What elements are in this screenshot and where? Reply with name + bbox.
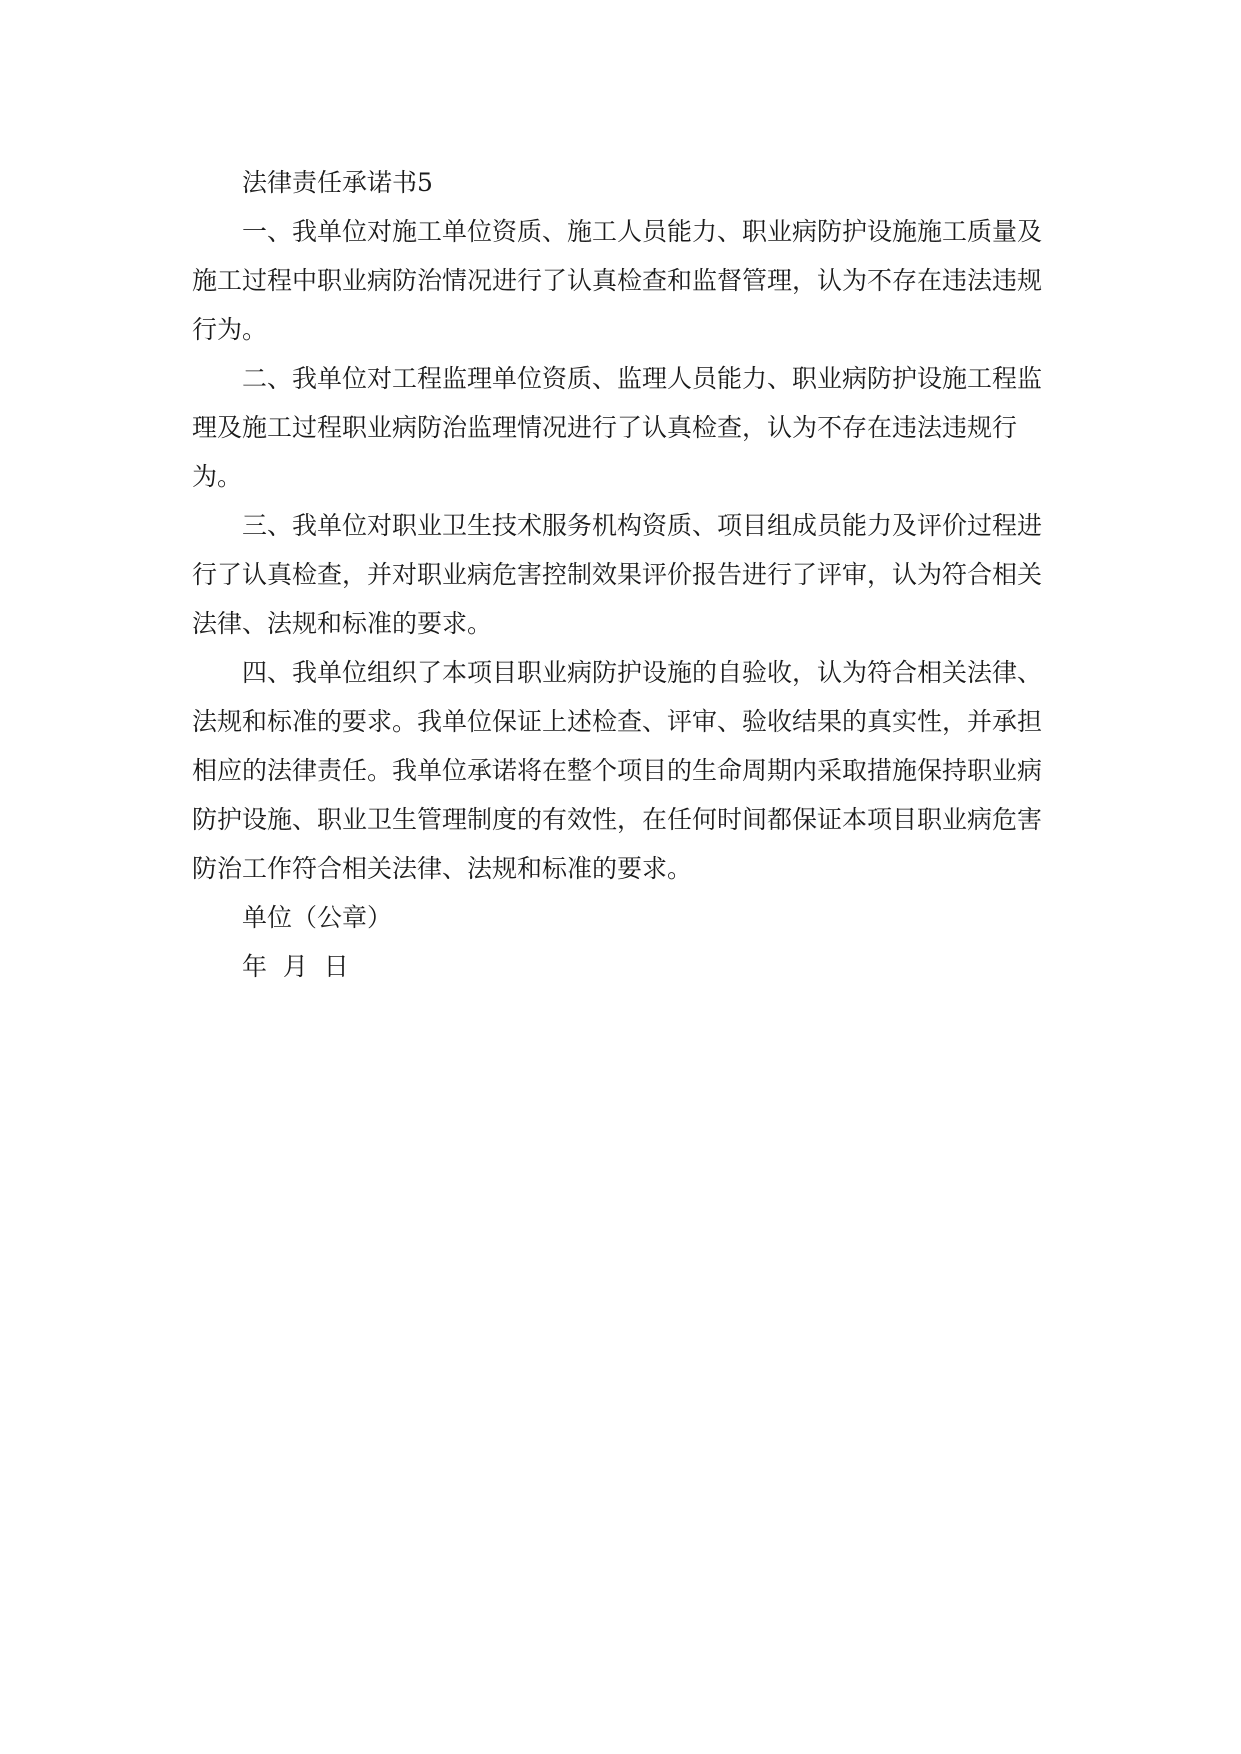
paragraph-line: 行了认真检查，并对职业病危害控制效果评价报告进行了评审，认为符合相关 [192,560,1043,589]
paragraph-line: 为。 [192,462,243,491]
paragraph-line: 防护设施、职业卫生管理制度的有效性，在任何时间都保证本项目职业病危害 [192,805,1043,834]
document-title: 法律责任承诺书5 [242,168,433,197]
paragraph-line: 防治工作符合相关法律、法规和标准的要求。 [192,854,693,883]
paragraph-line: 行为。 [192,315,268,344]
paragraph-3 [192,501,1049,648]
paragraph-line: 一、我单位对施工单位资质、施工人员能力、职业病防护设施施工质量及 [242,217,1043,246]
signature-date: 年 月 日 [242,952,349,981]
signature-unit: 单位（公章） [242,903,393,932]
paragraph-1 [192,207,1049,354]
paragraph-4 [192,648,1049,893]
paragraph-line: 相应的法律责任。我单位承诺将在整个项目的生命周期内采取措施保持职业病 [192,756,1043,785]
paragraph-line: 法律、法规和标准的要求。 [192,609,493,638]
paragraph-line: 四、我单位组织了本项目职业病防护设施的自验收，认为符合相关法律、 [242,658,1043,687]
paragraph-line: 施工过程中职业病防治情况进行了认真检查和监督管理，认为不存在违法违规 [192,266,1043,295]
paragraph-2 [192,354,1049,501]
paragraph-line: 理及施工过程职业病防治监理情况进行了认真检查，认为不存在违法违规行 [192,413,1018,442]
paragraph-line: 二、我单位对工程监理单位资质、监理人员能力、职业病防护设施工程监 [242,364,1043,393]
paragraph-line: 法规和标准的要求。我单位保证上述检查、评审、验收结果的真实性，并承担 [192,707,1043,736]
paragraph-line: 三、我单位对职业卫生技术服务机构资质、项目组成员能力及评价过程进 [242,511,1043,540]
